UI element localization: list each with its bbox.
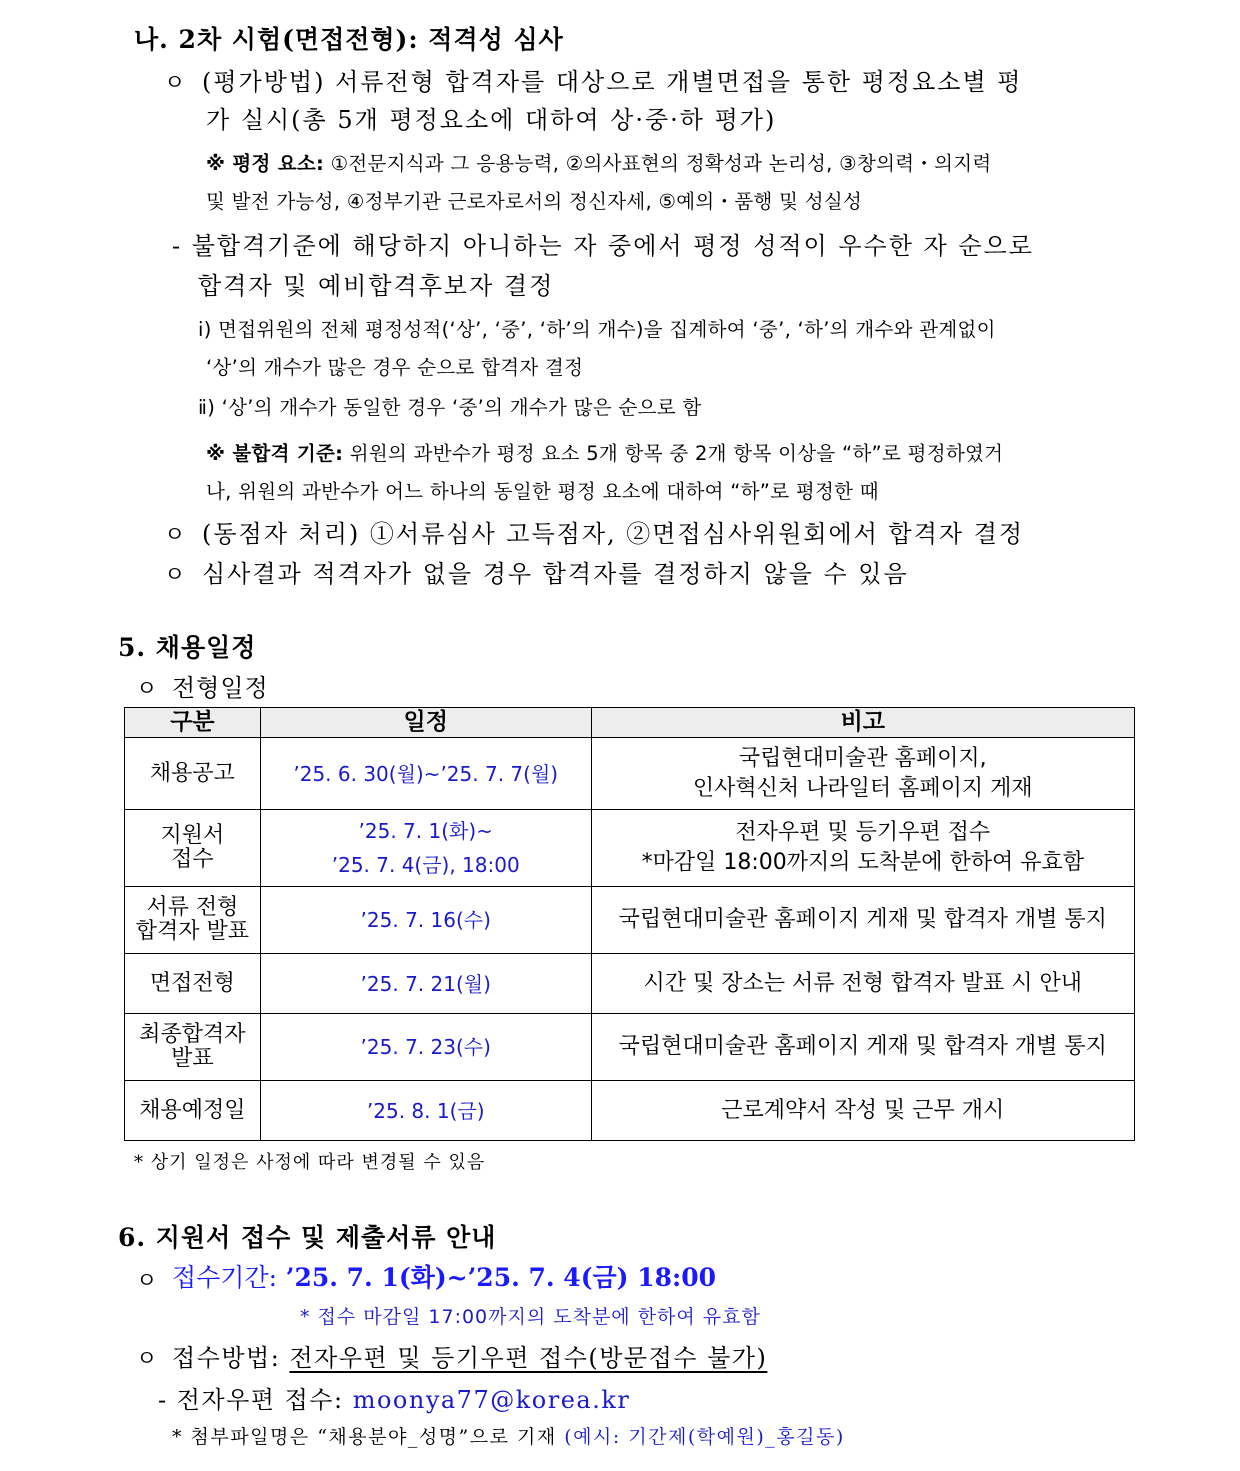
table-row <box>125 954 1135 1014</box>
remarks-cell: 전자우편 및 등기우편 접수 *마감일 18:00까지의 도착분에 한하여 유효함 <box>591 810 1134 887</box>
remarks-cell: 국립현대미술관 홈페이지, 인사혁신처 나라일터 홈페이지 게재 <box>591 738 1134 810</box>
evaluation-method-line2: 가 실시(총 5개 평정요소에 대하여 상·중·하 평가) <box>206 106 777 134</box>
tie-handling: (동점자 처리) ①서류심사 고득점자, ②면접심사위원회에서 합격자 결정 <box>202 520 1025 548</box>
section6-title: 6. 지원서 접수 및 제출서류 안내 <box>118 1223 497 1252</box>
email-address-link[interactable]: moonya77@korea.kr <box>352 1386 631 1414</box>
date-cell: ’25. 7. 16(수) <box>260 887 591 954</box>
column-header-category: 구분 <box>125 708 261 738</box>
table-row <box>125 1014 1135 1081</box>
date-cell: ’25. 7. 21(월) <box>260 954 591 1014</box>
category-cell: 면접전형 <box>125 954 261 1014</box>
section5-title: 5. 채용일정 <box>118 633 257 662</box>
application-method-label: 접수방법: <box>172 1344 281 1372</box>
remarks-cell: 국립현대미술관 홈페이지 게재 및 합격자 개별 통지 <box>591 887 1134 954</box>
fail-criteria-label: ※ 불합격 기준: <box>206 442 344 465</box>
email-label: - 전자우편 접수: <box>158 1386 344 1414</box>
schedule-footnote: * 상기 일정은 사정에 따라 변경될 수 있음 <box>134 1152 486 1173</box>
date-cell: ’25. 7. 23(수) <box>260 1014 591 1081</box>
fail-criteria-intro-line2: 합격자 및 예비합격후보자 결정 <box>198 272 555 300</box>
table-row <box>125 1081 1135 1141</box>
attachment-naming-rule: * 첨부파일명은 “채용분야_성명”으로 기재 <box>172 1426 557 1448</box>
category-cell: 최종합격자 발표 <box>125 1014 261 1081</box>
application-method-value: 전자우편 및 등기우편 접수(방문접수 불가) <box>289 1344 768 1372</box>
evaluation-elements-label: ※ 평정 요소: <box>206 152 325 175</box>
bullet-symbol: ㅇ <box>136 1269 158 1294</box>
bullet-symbol: ㅇ <box>164 523 186 548</box>
bullet-symbol: ㅇ <box>136 1347 158 1372</box>
remarks-cell: 국립현대미술관 홈페이지 게재 및 합격자 개별 통지 <box>591 1014 1134 1081</box>
column-header-schedule: 일정 <box>260 708 591 738</box>
schedule-subtitle: 전형일정 <box>172 674 269 702</box>
bullet-symbol: ㅇ <box>136 677 158 702</box>
application-period-label: 접수기간: <box>172 1263 278 1292</box>
table-row <box>125 887 1135 954</box>
attachment-example: (예시: 기간제(학예원)_홍길동) <box>564 1426 845 1448</box>
application-period-value: ’25. 7. 1(화)~’25. 7. 4(금) 18:00 <box>285 1263 717 1292</box>
fail-criteria-line1: ※ 불합격 기준: 위원의 과반수가 평정 요소 5개 항목 중 2개 항목 이상을 “하”로 평정하였거 <box>206 442 1004 465</box>
application-period <box>172 1258 716 1294</box>
date-cell: ’25. 7. 1(화)~ ’25. 7. 4(금), 18:00 <box>260 810 591 887</box>
table-row <box>125 810 1135 887</box>
no-qualified-note: 심사결과 적격자가 없을 경우 합격자를 결정하지 않을 수 있음 <box>202 560 909 588</box>
schedule-table <box>124 707 1135 1141</box>
category-cell: 서류 전형 합격자 발표 <box>125 887 261 954</box>
category-cell: 채용예정일 <box>125 1081 261 1141</box>
evaluation-elements-line2: 및 발전 가능성, ④정부기관 근로자로서의 정신자세, ⑤예의・품행 및 성실성 <box>206 190 863 213</box>
table-header-row <box>125 708 1135 738</box>
attachment-note <box>172 1422 845 1449</box>
section-na-title: 나. 2차 시험(면접전형): 적격성 심사 <box>134 25 564 54</box>
bullet-symbol: ㅇ <box>164 71 186 96</box>
column-header-remarks: 비고 <box>591 708 1134 738</box>
date-cell: ’25. 8. 1(금) <box>260 1081 591 1141</box>
remarks-cell: 시간 및 장소는 서류 전형 합격자 발표 시 안내 <box>591 954 1134 1014</box>
rule1-line2: ‘상’의 개수가 많은 경우 순으로 합격자 결정 <box>206 356 584 379</box>
category-cell: 지원서 접수 <box>125 810 261 887</box>
evaluation-elements-line1: ※ 평정 요소: ①전문지식과 그 응용능력, ②의사표현의 정확성과 논리성, ③창의력・의지력 <box>206 152 992 175</box>
date-cell: ’25. 6. 30(월)~’25. 7. 7(월) <box>260 738 591 810</box>
application-period-note: * 접수 마감일 17:00까지의 도착분에 한하여 유효함 <box>300 1306 761 1328</box>
category-cell: 채용공고 <box>125 738 261 810</box>
evaluation-method-line1: (평가방법) 서류전형 합격자를 대상으로 개별면접을 통한 평정요소별 평 <box>202 68 1023 96</box>
email-application <box>158 1380 630 1415</box>
fail-criteria-line2: 나, 위원의 과반수가 어느 하나의 동일한 평정 요소에 대하여 “하”로 평정한 때 <box>206 480 879 503</box>
application-method <box>172 1338 767 1373</box>
fail-criteria-intro-line1: - 불합격기준에 해당하지 아니하는 자 중에서 평정 성적이 우수한 자 순으로 <box>172 232 1034 260</box>
bullet-symbol: ㅇ <box>164 563 186 588</box>
remarks-cell: 근로계약서 작성 및 근무 개시 <box>591 1081 1134 1141</box>
rule1-line1: ⅰ) 면접위원의 전체 평정성적(‘상’, ‘중’, ‘하’의 개수)을 집계하여 ‘중’, ‘하’의 개수와 관계없이 <box>198 318 996 341</box>
rule2: ⅱ) ‘상’의 개수가 동일한 경우 ‘중’의 개수가 많은 순으로 함 <box>198 396 702 419</box>
table-row <box>125 738 1135 810</box>
